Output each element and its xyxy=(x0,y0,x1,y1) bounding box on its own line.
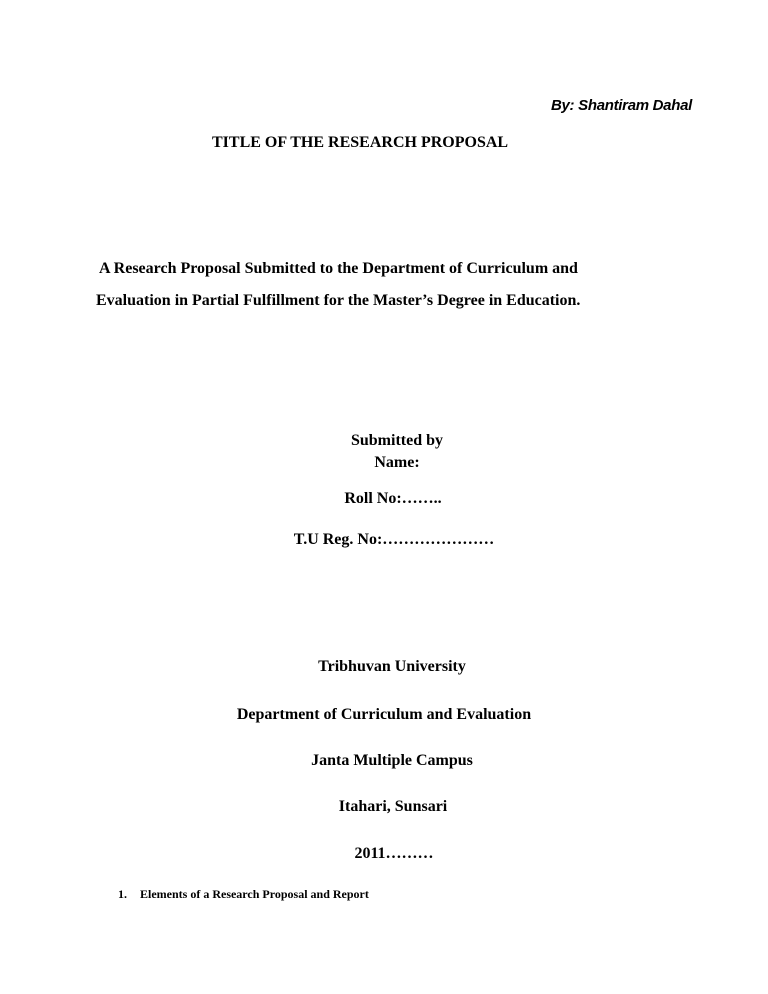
proposal-title: TITLE OF THE RESEARCH PROPOSAL xyxy=(212,134,509,151)
description-line-2: Evaluation in Partial Fulfillment for the Master’s Degree in Education. xyxy=(96,292,581,309)
list-item xyxy=(118,887,369,902)
tu-reg-no-label: T.U Reg. No:………………… xyxy=(293,531,495,548)
location-name: Itahari, Sunsari xyxy=(338,798,448,815)
roll-no-label: Roll No:…….. xyxy=(344,490,442,507)
university-name: Tribhuvan University xyxy=(318,658,466,675)
list-item-text: Elements of a Research Proposal and Report xyxy=(140,887,369,901)
list-item-number: 1. xyxy=(118,887,127,901)
description-line-1: A Research Proposal Submitted to the Department of Curriculum and xyxy=(99,260,578,277)
submitted-by-label: Submitted by xyxy=(350,432,444,449)
year-text: 2011……… xyxy=(354,845,434,862)
author-line: By: Shantiram Dahal xyxy=(550,97,692,114)
name-label: Name: xyxy=(374,454,420,471)
department-name: Department of Curriculum and Evaluation xyxy=(236,706,532,723)
campus-name: Janta Multiple Campus xyxy=(311,752,473,769)
